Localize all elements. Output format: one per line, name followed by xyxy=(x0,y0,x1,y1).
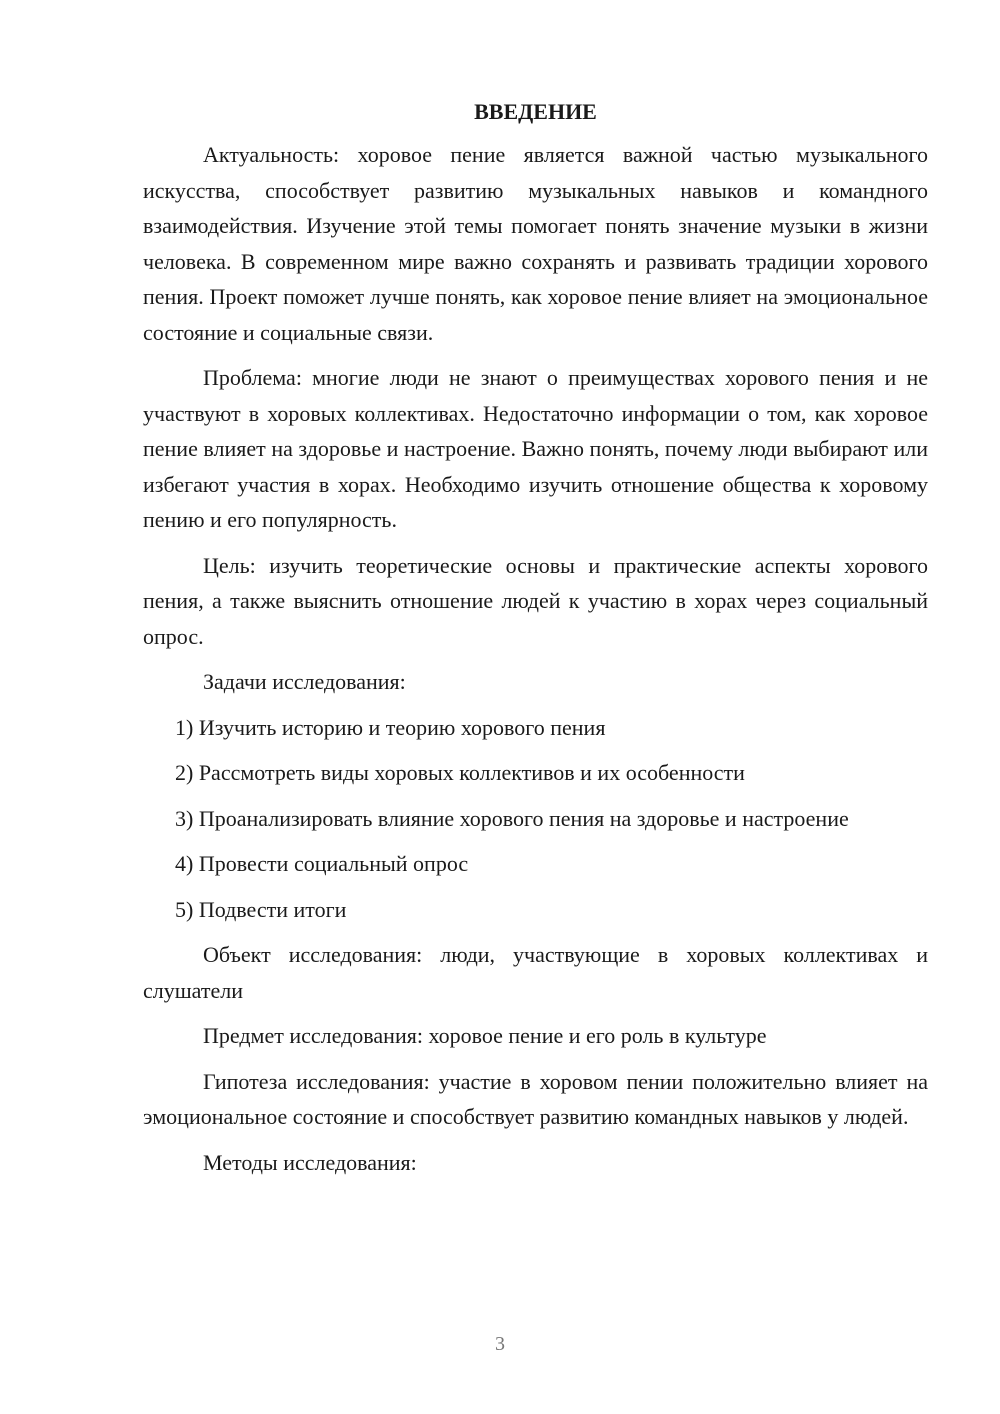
paragraph-relevance: Актуальность: хоровое пение является важной частью музыкального искусства, способствует развитию музыкальных навыков и командного взаимодействия. Изучение этой темы помогает понять значение музыки в жизни человека. В современном мире важно сохранять и развивать традиции хорового пения. Проект поможет лучше понять, как хоровое пение влияет на эмоциональное состояние и социальные связи. xyxy=(143,142,928,345)
paragraph-problem: Проблема: многие люди не знают о преимуществах хорового пения и не участвуют в хоровых коллективах. Недостаточно информации о том, как хоровое пение влияет на здоровье и настроение. Важно понять, почему люди выбирают или избегают участия в хорах. Необходимо изучить отношение общества к хоровому пению и его популярность. xyxy=(143,365,928,532)
task-item-5: 5) Подвести итоги xyxy=(175,896,347,922)
task-item-1: 1) Изучить историю и теорию хорового пения xyxy=(175,714,606,740)
task-item-3: 3) Проанализировать влияние хорового пения на здоровье и настроение xyxy=(175,805,849,831)
section-title: ВВЕДЕНИЕ xyxy=(474,99,597,124)
task-item-2: 2) Рассмотреть виды хоровых коллективов и их особенности xyxy=(175,760,745,785)
paragraph-goal: Цель: изучить теоретические основы и практические аспекты хорового пения, а также выяснить отношение людей к участию в хорах через социальный опрос. xyxy=(143,552,928,649)
paragraph-tasks-heading: Задачи исследования: xyxy=(203,669,406,694)
paragraph-methods: Методы исследования: xyxy=(203,1149,417,1175)
task-item-4: 4) Провести социальный опрос xyxy=(175,851,469,876)
paragraph-hypothesis: Гипотеза исследования: участие в хоровом пении положительно влияет на эмоциональное состояние и способствует развитию командных навыков у людей. xyxy=(143,1068,928,1129)
page-number: 3 xyxy=(495,1333,505,1355)
paragraph-subject: Предмет исследования: хоровое пение и его роль в культуре xyxy=(203,1023,767,1048)
paragraph-object: Объект исследования: люди, участвующие в хоровых коллективах и слушатели xyxy=(143,942,928,1003)
page-content xyxy=(143,94,928,1190)
